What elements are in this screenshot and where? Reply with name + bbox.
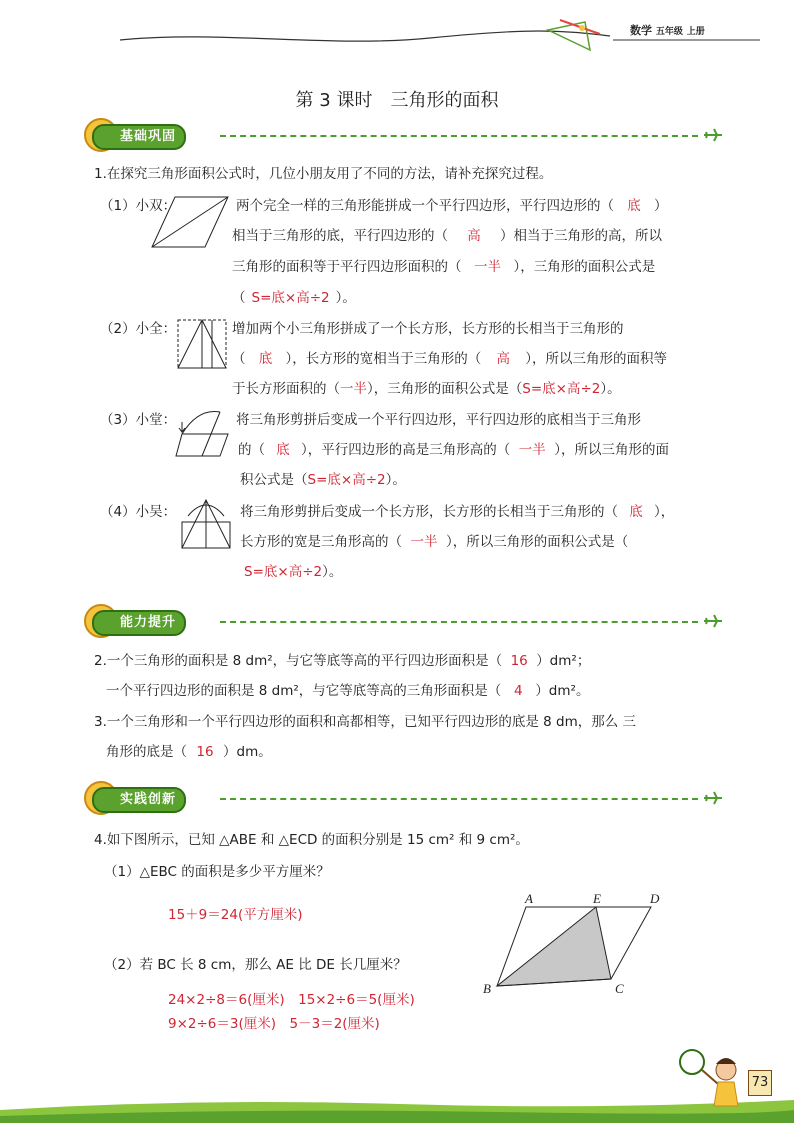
header-volume: 上册 — [686, 27, 705, 37]
answer: S=底×高÷2 — [307, 472, 386, 488]
section-title-basic: 基础巩固 — [92, 124, 186, 150]
q4-answer2b: 9×2÷6＝3(厘米) 5－3＝2(厘米) — [168, 1016, 380, 1032]
dashed-divider — [220, 621, 698, 623]
q1-p3-line1: 将三角形剪拼后变成一个平行四边形，平行四边形的底相当于三角形 — [236, 412, 641, 428]
q1-p1-line2: 相当于三角形的底，平行四边形的（ 高 ）相当于三角形的高，所以 — [232, 224, 662, 244]
q4-answer2a: 24×2÷8＝6(厘米) 15×2÷6＝5(厘米) — [168, 992, 415, 1008]
section-title-practice: 实践创新 — [92, 787, 186, 813]
answer: 高 — [496, 351, 510, 367]
label-e: E — [593, 891, 601, 906]
q1-p1-label: （1）小双： — [100, 198, 177, 214]
section-banner-practice — [92, 785, 722, 813]
q3-line1: 3.一个三角形和一个平行四边形的面积和高都相等，已知平行四边形的底是 8 dm，那么 三 — [94, 714, 637, 730]
answer: 底 — [629, 504, 643, 520]
answer: 一半 — [340, 381, 367, 397]
q1-p4-line1: 将三角形剪拼后变成一个长方形，长方形的长相当于三角形的（ 底 ）， — [240, 500, 674, 520]
q1-p1-line1: 两个完全一样的三角形能拼成一个平行四边形，平行四边形的（ 底 ） — [236, 194, 668, 214]
answer: S=底×高÷2 — [522, 381, 601, 397]
q2-line2: 一个平行四边形的面积是 8 dm²，与它等底等高的三角形面积是（ 4 ）dm²。 — [106, 683, 590, 699]
section-banner-basic — [92, 122, 722, 150]
q1-p1-line4: （ S=底×高÷2 ）。 — [232, 290, 356, 306]
q1-p2-line2: （ 底 ），长方形的宽相当于三角形的（ 高 ），所以三角形的面积等 — [232, 347, 667, 367]
q1-p4-label: （4）小吴： — [100, 504, 177, 520]
q4-stem: 4.如下图所示，已知 △ABE 和 △ECD 的面积分别是 15 cm² 和 9 cm²。 — [94, 832, 529, 848]
dashed-divider — [220, 798, 698, 800]
q1-p3-label: （3）小堂： — [100, 412, 177, 428]
q1-stem: 1.在探究三角形面积公式时，几位小朋友用了不同的方法，请补充探究过程。 — [94, 166, 553, 182]
answer: 一半 — [410, 534, 438, 550]
q4-answer1: 15＋9＝24(平方厘米) — [168, 907, 303, 923]
airplane-icon — [704, 614, 722, 628]
label-d: D — [650, 891, 660, 906]
page-title: 第 3 课时 三角形的面积 — [295, 90, 499, 111]
answer: 底 — [258, 351, 273, 367]
q4-sub1: （1）△EBC 的面积是多少平方厘米？ — [104, 864, 330, 880]
q1-p2-line3: 于长方形面积的（一半），三角形的面积公式是（S=底×高÷2）。 — [232, 381, 621, 397]
parallelogram-abcd-figure — [480, 888, 670, 1000]
rectangle-figure — [176, 318, 228, 370]
section-banner-ability — [92, 608, 722, 636]
answer: S=底×高÷2 — [244, 564, 323, 580]
answer: 一半 — [518, 442, 546, 458]
page-number: 73 — [748, 1070, 772, 1096]
q1-p3-line2: 的（ 底 ），平行四边形的高是三角形高的（ 一半 ），所以三角形的面 — [238, 438, 669, 458]
dashed-divider — [220, 135, 698, 137]
answer: 底 — [627, 198, 641, 214]
answer: S=底×高÷2 — [251, 290, 330, 306]
airplane-icon — [704, 128, 722, 142]
airplane-icon — [704, 791, 722, 805]
q1-p2-line1: 增加两个小三角形拼成了一个长方形，长方形的长相当于三角形的 — [232, 321, 624, 337]
q1-p4-line2: 长方形的宽是三角形高的（ 一半 ），所以三角形的面积公式是（ — [240, 530, 628, 550]
q1-p2-label: （2）小全： — [100, 321, 177, 337]
answer: 16 — [510, 653, 528, 669]
q1-p4-line3: S=底×高÷2）。 — [244, 564, 343, 580]
header-subject-label — [630, 22, 705, 38]
answer: 一半 — [474, 259, 501, 275]
answer: 4 — [514, 683, 523, 699]
label-a: A — [525, 891, 533, 906]
section-title-ability: 能力提升 — [92, 610, 186, 636]
header-grade: 五年级 — [655, 27, 683, 37]
label-c: C — [615, 981, 624, 996]
answer: 底 — [276, 442, 290, 458]
header-subject: 数学 — [630, 24, 652, 37]
q1-p1-line3: 三角形的面积等于平行四边形面积的（ 一半 ），三角形的面积公式是 — [232, 255, 655, 275]
q4-sub2: （2）若 BC 长 8 cm，那么 AE 比 DE 长几厘米？ — [104, 957, 407, 973]
q1-p3-line3: 积公式是（S=底×高÷2）。 — [240, 472, 406, 488]
label-b: B — [483, 981, 491, 996]
girl-with-net-illustration — [672, 1040, 752, 1115]
answer: 高 — [467, 228, 481, 244]
cut-triangle-figure — [168, 404, 230, 460]
answer: 16 — [196, 744, 214, 760]
q2-line1: 2.一个三角形的面积是 8 dm²，与它等底等高的平行四边形面积是（ 16 ）dm²； — [94, 653, 591, 669]
cut-rectangle-figure — [178, 496, 234, 552]
q3-line2: 角形的底是（ 16 ）dm。 — [106, 744, 272, 760]
parallelogram-figure — [150, 195, 230, 250]
